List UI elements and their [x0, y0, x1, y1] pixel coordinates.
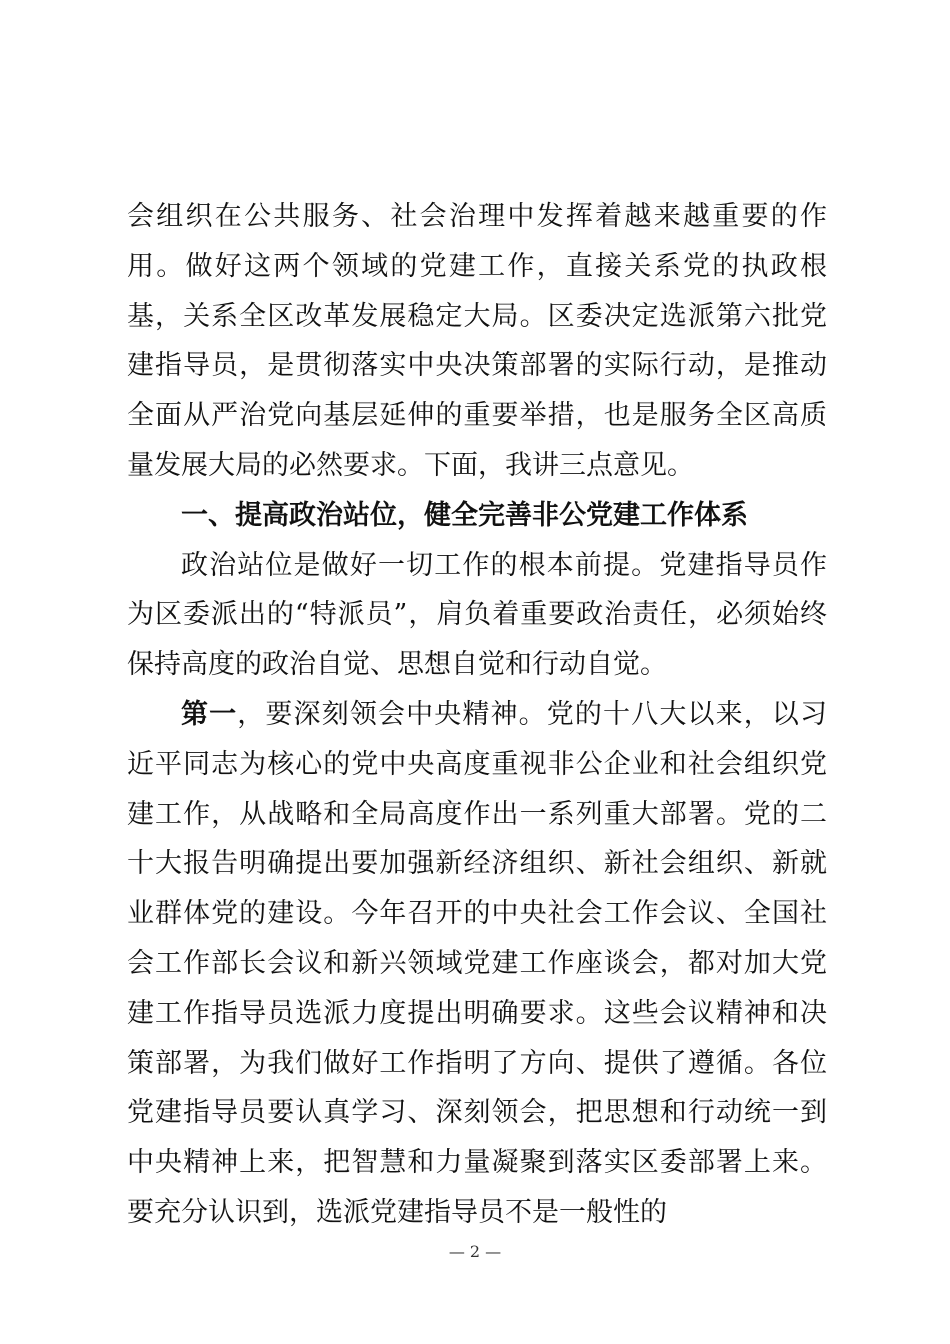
page-number: — 2 —	[448, 1242, 502, 1261]
paragraph-political-stance: 政治站位是做好一切工作的根本前提。党建指导员作为区委派出的“特派员”，肩负着重要政治责任，必须始终保持高度的政治自觉、思想自觉和行动自觉。	[127, 549, 827, 681]
paragraph-continuation: 会组织在公共服务、社会治理中发挥着越来越重要的作用。做好这两个领域的党建工作，直接关系党的执政根基，关系全区改革发展稳定大局。区委决定选派第六批党建指导员，是贯彻落实中央决策部署的实际行动，是推动全面从严治党向基层延伸的重要举措，也是服务全区高质量发展大局的必然要求。下面，我讲三点意见。	[127, 201, 827, 481]
body-text	[127, 192, 827, 1238]
paragraph-first-point	[127, 690, 827, 1238]
paragraph-first-point-body: ，要深刻领会中央精神。党的十八大以来，以习近平同志为核心的党中央高度重视非公企业和社会组织党建工作，从战略和全局高度作出一系列重大部署。党的二十大报告明确提出要加强新经济组织、新社会组织、新就业群体党的建设。今年召开的中央社会工作会议、全国社会工作部长会议和新兴领域党建工作座谈会，都对加大党建工作指导员选派力度提出明确要求。这些会议精神和决策部署，为我们做好工作指明了方向、提供了遵循。各位党建指导员要认真学习、深刻领会，把思想和行动统一到中央精神上来，把智慧和力量凝聚到落实区委部署上来。要充分认识到，选派党建指导员不是一般性的	[127, 698, 828, 1228]
paragraph-lead-label: 第一	[181, 698, 238, 730]
section-heading: 一、提高政治站位，健全完善非公党建工作体系	[181, 499, 748, 531]
